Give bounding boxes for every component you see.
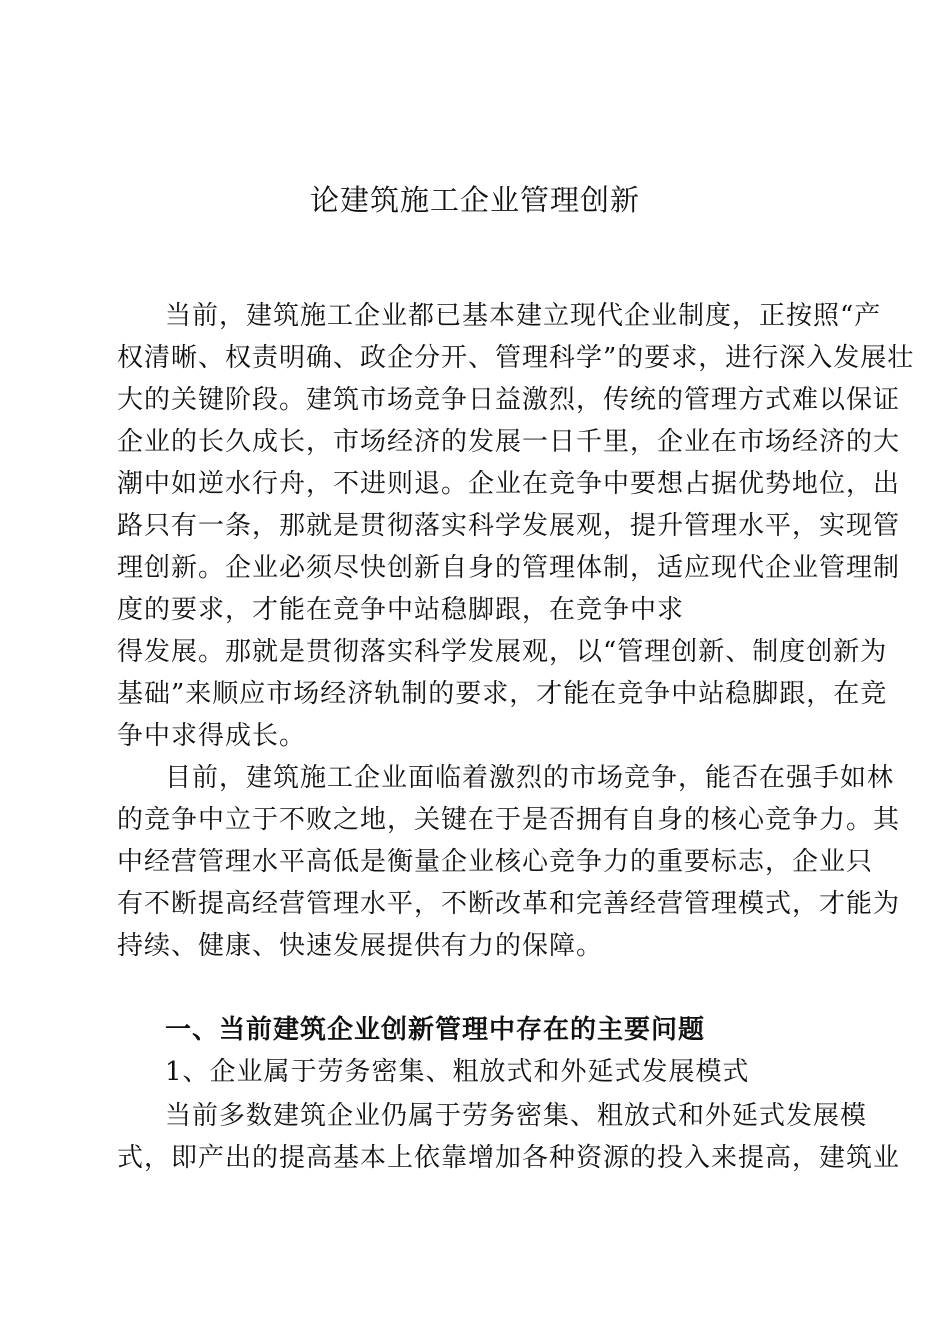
paragraph-line: 基础”来顺应市场经济轨制的要求，才能在竞争中站稳脚跟，在竞 [117, 679, 888, 709]
paragraph-line: 当前，建筑施工企业都已基本建立现代企业制度，正按照“产 [165, 301, 882, 331]
paragraph-line: 持续、健康、快速发展提供有力的保障。 [117, 931, 604, 961]
paragraph-line: 中经营管理水平高低是衡量企业核心竞争力的重要标志，企业只 [117, 847, 874, 877]
paragraph-line: 得发展。那就是贯彻落实科学发展观，以“管理创新、制度创新为 [117, 637, 888, 667]
paragraph-line: 企业的长久成长，市场经济的发展一日千里，企业在市场经济的大 [117, 427, 901, 457]
paragraph-line: 争中求得成长。 [117, 721, 307, 751]
paragraph-line: 目前，建筑施工企业面临着激烈的市场竞争，能否在强手如林 [165, 763, 895, 793]
paragraph-line: 式，即产出的提高基本上依靠增加各种资源的投入来提高，建筑业 [117, 1143, 901, 1173]
paragraph-line: 度的要求，才能在竞争中站稳脚跟，在竞争中求 [117, 595, 685, 625]
paragraph-line: 理创新。企业必须尽快创新自身的管理体制，适应现代企业管理制 [117, 553, 901, 583]
paragraph-line: 潮中如逆水行舟，不进则退。企业在竞争中要想占据优势地位，出 [117, 469, 901, 499]
paragraph-line: 当前多数建筑企业仍属于劳务密集、粗放式和外延式发展模 [165, 1101, 868, 1131]
paragraph-line: 大的关键阶段。建筑市场竞争日益激烈，传统的管理方式难以保证 [117, 385, 901, 415]
document-title: 论建筑施工企业管理创新 [309, 183, 640, 217]
paragraph-line: 权清晰、权责明确、政企分开、管理科学”的要求，进行深入发展壮 [117, 343, 915, 373]
paragraph-line: 的竞争中立于不败之地，关键在于是否拥有自身的核心竞争力。其 [117, 805, 901, 835]
section-heading: 一、当前建筑企业创新管理中存在的主要问题 [165, 1015, 706, 1045]
subsection-heading: 1、企业属于劳务密集、粗放式和外延式发展模式 [165, 1057, 750, 1087]
paragraph-line: 有不断提高经营管理水平，不断改革和完善经营管理模式，才能为 [117, 889, 901, 919]
paragraph-line: 路只有一条，那就是贯彻落实科学发展观，提升管理水平，实现管 [117, 511, 901, 541]
